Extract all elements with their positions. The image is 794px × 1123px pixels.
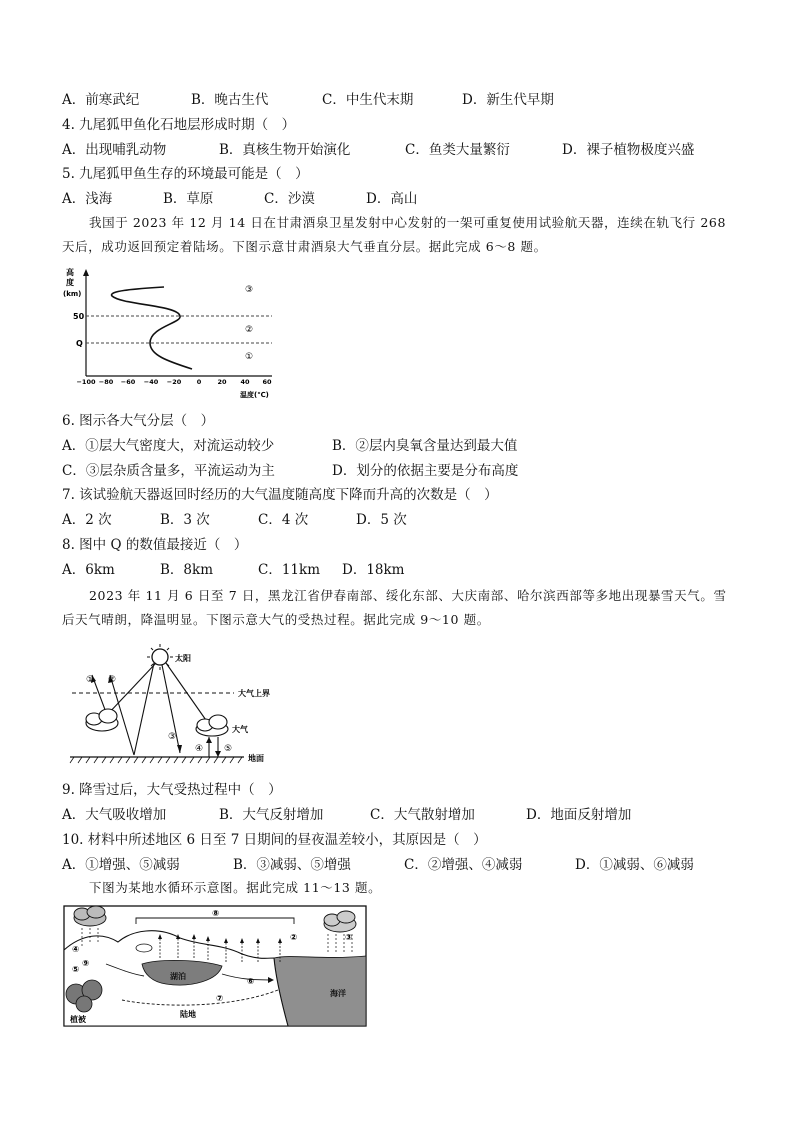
label-7: ⑦ bbox=[216, 994, 224, 1004]
x-tick: 60 bbox=[262, 378, 272, 386]
material-2: 2023 年 11 月 6 日至 7 日，黑龙江省伊春南部、绥化东部、大庆南部、哈尔滨西部等多地出现暴雪天气。雪后天气晴朗，降温明显。下图示意大气的受热过程。据此完成 9～10 题。 bbox=[62, 588, 727, 627]
q8-option-c[interactable]: C．11km bbox=[258, 562, 320, 578]
x-axis-label: 温度(℃) bbox=[240, 391, 269, 399]
lake-label: 湖泊 bbox=[170, 972, 186, 981]
q9-option-d[interactable]: D．地面反射增加 bbox=[526, 807, 632, 823]
x-tick: −60 bbox=[120, 378, 136, 386]
q6-option-c[interactable]: C．③层杂质含量多，平流运动为主 bbox=[62, 463, 275, 479]
x-tick: −100 bbox=[76, 378, 96, 386]
label-2: ② bbox=[108, 675, 117, 685]
x-tick: 0 bbox=[196, 378, 202, 386]
q7-option-c[interactable]: C．4 次 bbox=[258, 512, 309, 528]
atmosphere-label: 大气 bbox=[232, 725, 248, 734]
q7-option-d[interactable]: D．5 次 bbox=[356, 512, 407, 528]
layer-1-label: ① bbox=[245, 352, 254, 362]
x-tick: −20 bbox=[166, 378, 182, 386]
label-3: ③ bbox=[345, 933, 353, 943]
ground-label: 地面 bbox=[248, 754, 264, 763]
q3-option-d[interactable]: D．新生代早期 bbox=[462, 92, 554, 108]
label-3: ③ bbox=[168, 732, 177, 742]
q9-option-a[interactable]: A．大气吸收增加 bbox=[62, 807, 167, 823]
q6-stem: 6. 图示各大气分层（ ） bbox=[62, 413, 215, 429]
x-tick: −80 bbox=[98, 378, 114, 386]
ground-hatch bbox=[70, 757, 242, 763]
label-1: ① bbox=[86, 675, 95, 685]
label-5: ⑤ bbox=[224, 744, 233, 754]
heating-process-diagram bbox=[62, 643, 282, 771]
label-2: ② bbox=[290, 933, 298, 943]
atmosphere-layer-chart bbox=[62, 265, 282, 405]
label-4: ④ bbox=[72, 945, 80, 955]
q4-option-a[interactable]: A．出现哺乳动物 bbox=[62, 142, 167, 158]
cloud-left-icon bbox=[74, 906, 106, 926]
material-1: 我国于 2023 年 12 月 14 日在甘肃酒泉卫星发射中心发射的一架可重复使用试验航天器，连续在轨飞行 268 天后，成功返回预定着陆场。下图示意甘肃酒泉大气垂直分层。据此完成 6～8 题。 bbox=[62, 215, 726, 254]
q8-option-d[interactable]: D．18km bbox=[342, 562, 405, 578]
y-tick-50: 50 bbox=[73, 312, 85, 321]
q8-stem: 8. 图中 Q 的数值最接近（ ） bbox=[62, 537, 248, 553]
q4-option-b[interactable]: B．真核生物开始演化 bbox=[219, 142, 351, 158]
water-cycle-diagram bbox=[62, 904, 368, 1028]
q7-stem: 7. 该试验航天器返回时经历的大气温度随高度下降而升高的次数是（ ） bbox=[62, 487, 498, 503]
q6-option-a[interactable]: A．①层大气密度大，对流运动较少 bbox=[62, 438, 275, 454]
q8-option-b[interactable]: B．8km bbox=[160, 562, 213, 578]
cloud-left-icon bbox=[86, 709, 118, 731]
q5-option-b[interactable]: B．草原 bbox=[163, 191, 214, 207]
label-5: ⑤ bbox=[72, 965, 80, 975]
q3-option-c[interactable]: C．中生代末期 bbox=[322, 92, 414, 108]
label-9: ⑨ bbox=[82, 959, 90, 969]
layer-3-label: ③ bbox=[245, 285, 254, 295]
y-tick-q: Q bbox=[76, 339, 83, 348]
q5-stem: 5. 九尾狐甲鱼生存的环境最可能是（ ） bbox=[62, 166, 309, 182]
q5-option-c[interactable]: C．沙漠 bbox=[264, 191, 315, 207]
q7-option-b[interactable]: B．3 次 bbox=[160, 512, 210, 528]
q10-option-c[interactable]: C．②增强、④减弱 bbox=[404, 857, 523, 873]
land-label: 陆地 bbox=[180, 1010, 196, 1019]
label-6: ⑥ bbox=[247, 977, 255, 987]
sun-label: 太阳 bbox=[175, 654, 191, 663]
cloud-right-icon bbox=[324, 911, 356, 932]
y-title-3: (km) bbox=[63, 290, 82, 298]
x-tick: −40 bbox=[143, 378, 159, 386]
atmosphere-top-label: 大气上界 bbox=[238, 689, 270, 698]
q5-option-d[interactable]: D．高山 bbox=[366, 191, 418, 207]
y-title-1: 高 bbox=[66, 268, 74, 277]
q10-option-b[interactable]: B．③减弱、⑤增强 bbox=[233, 857, 351, 873]
temperature-curve bbox=[112, 287, 192, 369]
q9-option-c[interactable]: C．大气散射增加 bbox=[370, 807, 475, 823]
q3-option-a[interactable]: A．前寒武纪 bbox=[62, 92, 140, 108]
small-cloud-icon bbox=[136, 944, 152, 952]
q4-option-c[interactable]: C．鱼类大量繁衍 bbox=[405, 142, 510, 158]
q6-option-b[interactable]: B．②层内臭氧含量达到最大值 bbox=[332, 438, 518, 454]
q7-option-a[interactable]: A．2 次 bbox=[62, 512, 112, 528]
ocean-label: 海洋 bbox=[330, 989, 346, 998]
label-8: ⑧ bbox=[212, 909, 220, 919]
q9-option-b[interactable]: B．大气反射增加 bbox=[219, 807, 324, 823]
layer-2-label: ② bbox=[245, 325, 254, 335]
q5-option-a[interactable]: A．浅海 bbox=[62, 191, 113, 207]
cloud-right-icon bbox=[196, 715, 228, 736]
y-title-2: 度 bbox=[66, 278, 74, 287]
q3-option-b[interactable]: B．晚古生代 bbox=[191, 92, 269, 108]
q10-stem: 10. 材料中所述地区 6 日至 7 日期间的昼夜温差较小，其原因是（ ） bbox=[62, 832, 487, 848]
x-tick: 40 bbox=[240, 378, 250, 386]
label-4: ④ bbox=[195, 744, 204, 754]
q4-option-d[interactable]: D．裸子植物极度兴盛 bbox=[562, 142, 695, 158]
material-3: 下图为某地水循环示意图。据此完成 11～13 题。 bbox=[89, 880, 382, 895]
q9-stem: 9. 降雪过后，大气受热过程中（ ） bbox=[62, 782, 282, 798]
vegetation-label: 植被 bbox=[70, 1015, 86, 1024]
sun-icon bbox=[147, 644, 173, 670]
q6-option-d[interactable]: D．划分的依据主要是分布高度 bbox=[332, 463, 519, 479]
q10-option-a[interactable]: A．①增强、⑤减弱 bbox=[62, 857, 180, 873]
q4-stem: 4. 九尾狐甲鱼化石地层形成时期（ ） bbox=[62, 117, 296, 133]
ocean-area bbox=[274, 956, 366, 1026]
q8-option-a[interactable]: A．6km bbox=[62, 562, 115, 578]
x-tick: 20 bbox=[217, 378, 227, 386]
q10-option-d[interactable]: D．①减弱、⑥减弱 bbox=[575, 857, 694, 873]
y-arrow bbox=[83, 269, 89, 276]
